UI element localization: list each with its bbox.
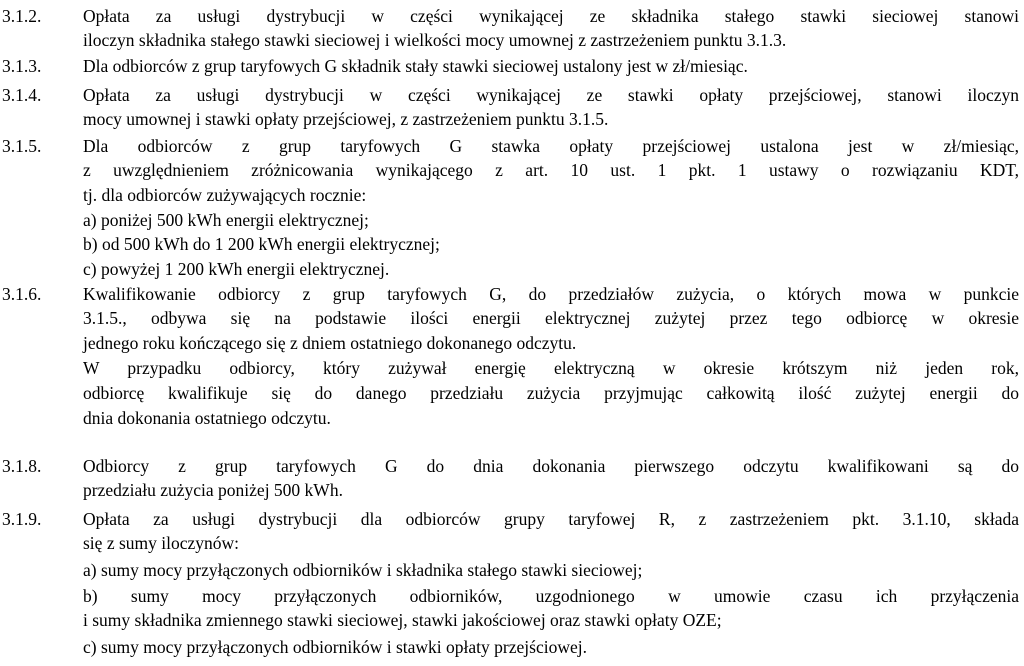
section-number: 3.1.4.: [2, 85, 42, 105]
section-text-line: iloczyn składnika stałego stawki sieciowej i wielkości mocy umownej z zastrzeżeniem punktu 3.1.3.: [83, 30, 787, 50]
section-text-line: jednego roku kończącego się z dniem ostatniego dokonanego odczytu.: [83, 333, 577, 353]
section-text-line: z uwzględnieniem zróżnicowania wynikającego z art. 10 ust. 1 pkt. 1 ustawy o rozwiązaniu KDT,: [83, 160, 1019, 180]
section-text-line: Opłata za usługi dystrybucji dla odbiorców grupy taryfowej R, z zastrzeżeniem pkt. 3.1.10, składa: [83, 509, 1019, 529]
list-item: i sumy składnika zmiennego stawki sieciowej, stawki jakościowej oraz stawki opłaty OZE;: [83, 610, 722, 630]
section-text-line: Dla odbiorców z grup taryfowych G składnik stały stawki sieciowej ustalony jest w zł/miesiąc.: [83, 56, 748, 76]
section-text-line: 3.1.5., odbywa się na podstawie ilości energii elektrycznej zużytej przez tego odbiorcę w okresie: [83, 308, 1019, 328]
section-text-line: Odbiorcy z grup taryfowych G do dnia dokonania pierwszego odczytu kwalifikowani są do: [83, 456, 1019, 476]
section-text-line: Opłata za usługi dystrybucji w części wynikającej ze składnika stałego stawki sieciowej stanowi: [83, 6, 1019, 26]
section-text-line: Opłata za usługi dystrybucji w części wynikającej ze stawki opłaty przejściowej, stanowi iloczyn: [83, 85, 1019, 105]
section-number: 3.1.8.: [2, 456, 42, 476]
section-text-line: Kwalifikowanie odbiorcy z grup taryfowych G, do przedziałów zużycia, o których mowa w punkcie: [83, 284, 1019, 304]
section-number: 3.1.5.: [2, 136, 42, 156]
section-number: 3.1.9.: [2, 509, 42, 529]
section-text-line: przedziału zużycia poniżej 500 kWh.: [83, 480, 343, 500]
section-number: 3.1.6.: [2, 284, 42, 304]
list-item: c) powyżej 1 200 kWh energii elektrycznej.: [83, 259, 390, 279]
section-text-line: W przypadku odbiorcy, który zużywał energię elektryczną w okresie krótszym niż jeden rok,: [83, 358, 1019, 378]
section-text-line: Dla odbiorców z grup taryfowych G stawka opłaty przejściowej ustalona jest w zł/miesiąc,: [83, 136, 1019, 156]
section-text-line: mocy umownej i stawki opłaty przejściowej, z zastrzeżeniem punktu 3.1.5.: [83, 109, 609, 129]
section-number: 3.1.3.: [2, 56, 42, 76]
section-text-line: się z sumy iloczynów:: [83, 533, 240, 553]
section-number: 3.1.2.: [2, 6, 42, 26]
list-item: b) od 500 kWh do 1 200 kWh energii elektrycznej;: [83, 234, 440, 254]
list-item: a) poniżej 500 kWh energii elektrycznej;: [83, 210, 369, 230]
section-text-line: tj. dla odbiorców zużywających rocznie:: [83, 185, 367, 205]
list-item: a) sumy mocy przyłączonych odbiorników i składnika stałego stawki sieciowej;: [83, 560, 643, 580]
list-item: c) sumy mocy przyłączonych odbiorników i stawki opłaty przejściowej.: [83, 637, 587, 657]
section-text-line: dnia dokonania ostatniego odczytu.: [83, 408, 331, 428]
list-item: b) sumy mocy przyłączonych odbiorników, uzgodnionego w umowie czasu ich przyłączenia: [83, 586, 1019, 606]
section-text-line: odbiorcę kwalifikuje się do danego przedziału zużycia przyjmując całkowitą ilość zużytej energii do: [83, 383, 1019, 403]
